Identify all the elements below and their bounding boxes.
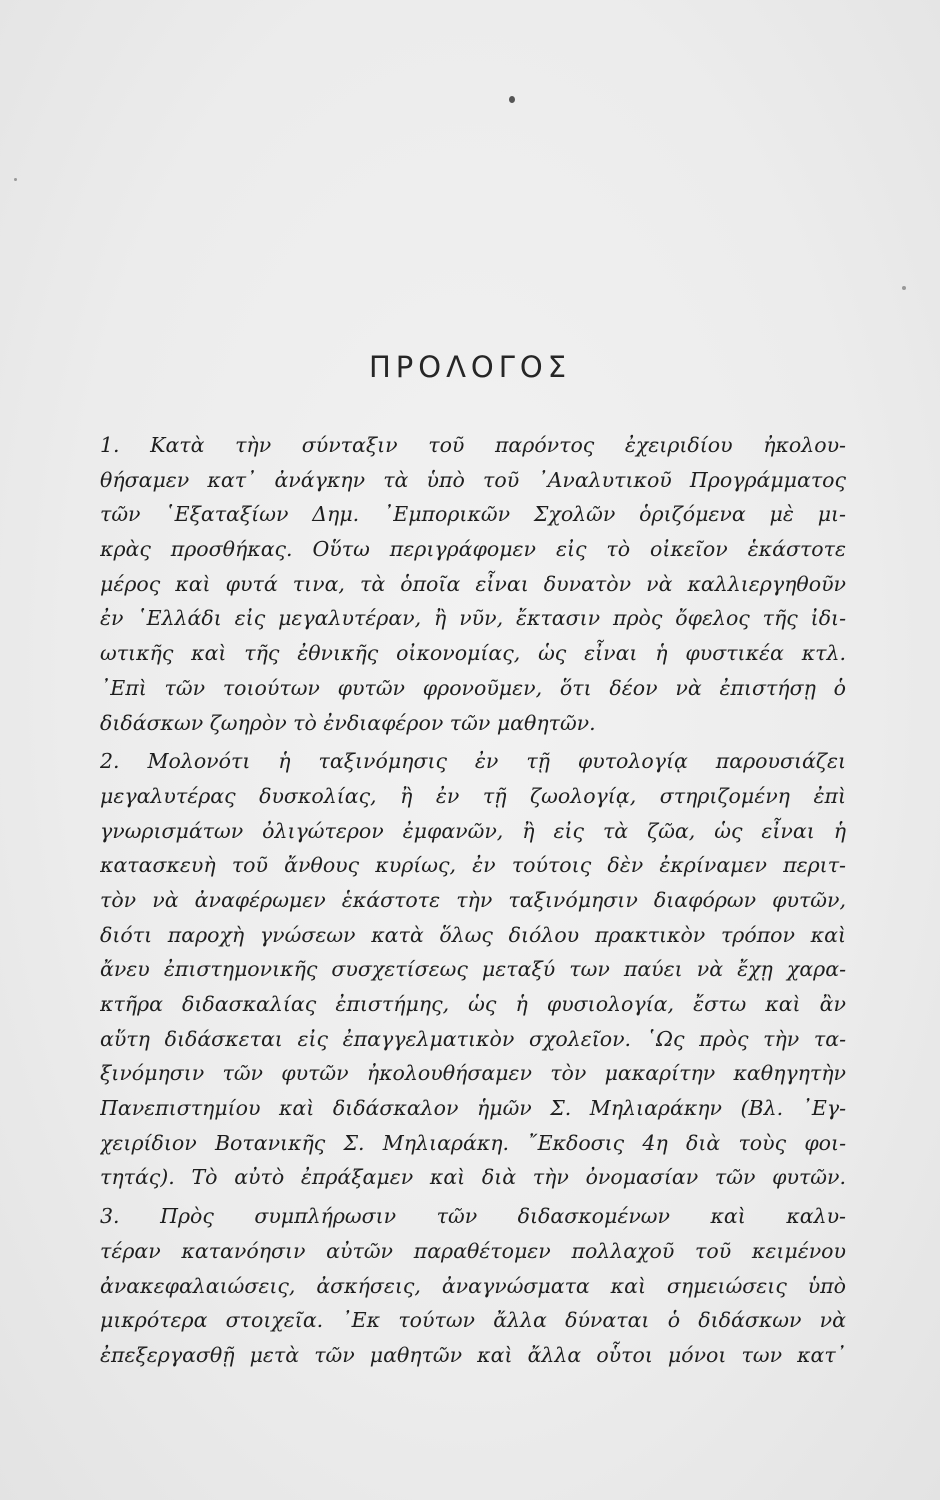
text-line: χειρίδιον Βοτανικῆς Σ. Μηλιαράκη. ῎Εκδοσις 4η διὰ τοὺς φοι- — [100, 1130, 846, 1155]
text-line: διδάσκων ζωηρὸν τὸ ἐνδιαφέρον τῶν μαθητῶν. — [100, 710, 596, 735]
text-line: γνωρισμάτων ὀλιγώτερον ἐμφανῶν, ἢ εἰς τὰ ζῶα, ὡς εἶναι ἡ — [100, 818, 846, 843]
text-line: διότι παροχὴ γνώσεων κατὰ ὅλως διόλου πρακτικὸν τρόπον καὶ — [100, 922, 846, 947]
text-line: αὕτη διδάσκεται εἰς ἐπαγγελματικὸν σχολεῖον. ῾Ως πρὸς τὴν τα- — [100, 1026, 846, 1051]
text-line: 1. Κατὰ τὴν σύνταξιν τοῦ παρόντος ἐχειριδίου ἠκολου- — [100, 433, 846, 457]
text-line: ωτικῆς καὶ τῆς ἐθνικῆς οἰκονομίας, ὡς εἶναι ἡ φυστικέα κτλ. — [100, 641, 846, 666]
text-line: κρὰς προσθήκας. Οὕτω περιγράφομεν εἰς τὸ οἰκεῖον ἑκάστοτε — [100, 537, 846, 562]
text-line: 2. Μολονότι ἡ ταξινόμησις ἐν τῇ φυτολογίᾳ παρουσιάζει — [100, 749, 846, 774]
text-line: τὸν νὰ ἀναφέρωμεν ἑκάστοτε τὴν ταξινόμησιν διαφόρων φυτῶν, — [100, 887, 846, 912]
text-line: τητάς). Τὸ αὐτὸ ἐπράξαμεν καὶ διὰ τὴν ὀνομασίαν τῶν φυτῶν. — [100, 1165, 846, 1190]
text-line: ἄνευ ἐπιστημονικῆς συσχετίσεως μεταξύ των παύει νὰ ἔχῃ χαρα- — [100, 957, 846, 982]
text-line: τέραν κατανόησιν αὐτῶν παραθέτομεν πολλαχοῦ τοῦ κειμένου — [100, 1238, 846, 1263]
text-line: μέρος καὶ φυτά τινα, τὰ ὁποῖα εἶναι δυνατὸν νὰ καλλιεργηθοῦν — [100, 571, 846, 596]
text-line: ᾿Επὶ τῶν τοιούτων φυτῶν φρονοῦμεν, ὅτι δέον νὰ ἐπιστήσῃ ὁ — [100, 675, 846, 700]
text-line: κτῆρα διδασκαλίας ἐπιστήμης, ὡς ἡ φυσιολογία, ἔστω καὶ ἂν — [100, 992, 846, 1016]
text-line: ξινόμησιν τῶν φυτῶν ἠκολουθήσαμεν τὸν μακαρίτην καθηγητὴν — [100, 1061, 846, 1086]
paragraph-3 — [100, 1199, 846, 1372]
page-title: ΠΡΟΛΟΓΟΣ — [368, 350, 572, 384]
text-line: τῶν ῾Εξαταξίων Δημ. ᾿Εμπορικῶν Σχολῶν ὁριζόμενα μὲ μι- — [100, 502, 846, 527]
ink-speck — [14, 178, 17, 181]
text-line: ἐπεξεργασθῇ μετὰ τῶν μαθητῶν καὶ ἄλλα οὗτοι μόνοι των κατ᾿ — [100, 1342, 846, 1367]
text-line: θήσαμεν κατ᾿ ἀνάγκην τὰ ὑπὸ τοῦ ᾿Αναλυτικοῦ Προγράμματος — [100, 467, 846, 492]
text-line: 3. Πρὸς συμπλήρωσιν τῶν διδασκομένων καὶ καλυ- — [100, 1204, 846, 1229]
text-line: μικρότερα στοιχεῖα. ᾿Εκ τούτων ἄλλα δύναται ὁ διδάσκων νὰ — [100, 1308, 846, 1333]
text-line: ἐν ῾Ελλάδι εἰς μεγαλυτέραν, ἢ νῦν, ἔκτασιν πρὸς ὄφελος τῆς ἰδι- — [100, 606, 846, 631]
text-line: ἀνακεφαλαιώσεις, ἀσκήσεις, ἀναγνώσματα καὶ σημειώσεις ὑπὸ — [100, 1273, 846, 1298]
text-line: Πανεπιστημίου καὶ διδάσκαλον ἡμῶν Σ. Μηλιαράκην (Βλ. ᾿Εγ- — [100, 1096, 846, 1121]
ink-speck — [902, 286, 906, 290]
text-line: μεγαλυτέρας δυσκολίας, ἢ ἐν τῇ ζωολογίᾳ, στηριζομένη ἐπὶ — [100, 783, 846, 808]
text-line: κατασκευὴ τοῦ ἄνθους κυρίως, ἐν τούτοις δὲν ἐκρίναμεν περιτ- — [100, 853, 846, 878]
ink-speck — [509, 96, 515, 103]
preface-body — [100, 428, 846, 1373]
paragraph-1 — [100, 428, 846, 740]
paragraph-2 — [100, 744, 846, 1195]
